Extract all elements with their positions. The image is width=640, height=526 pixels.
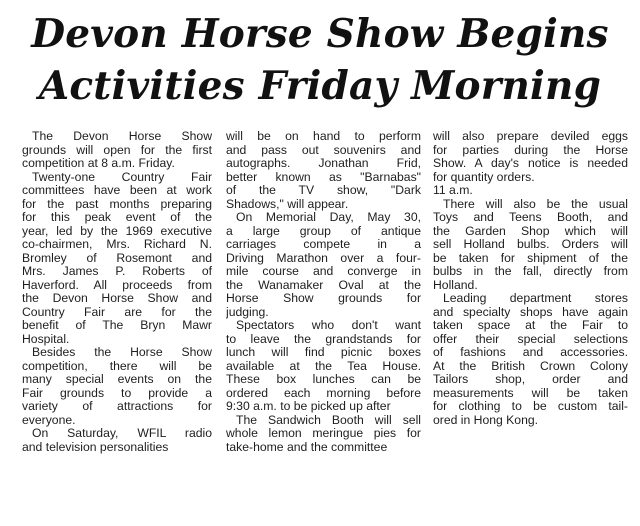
- article-line: of the TV show, "Dark: [226, 184, 421, 197]
- article-line: competition, there will be: [22, 359, 212, 373]
- article-line: a large group of antique: [226, 224, 421, 238]
- article-line: co-chairmen, Mrs. Richard N.: [22, 238, 212, 251]
- article-line: Spectators who don't want: [236, 319, 421, 332]
- article-line: On Saturday, WFIL radio: [32, 427, 212, 440]
- article-line: for clothing to be custom tail-: [433, 400, 628, 413]
- article-column-2: [226, 130, 421, 524]
- article-line: variety of attractions for: [22, 400, 212, 413]
- article-line: ored in Hong Kong.: [433, 413, 539, 427]
- article-line: for this peak event of the: [22, 211, 212, 224]
- article-line: Shadows," will appear.: [226, 197, 349, 211]
- article-line: and pass out souvenirs and: [226, 143, 421, 157]
- article-line: available at the Tea House.: [226, 359, 421, 373]
- article-line: Tailors shop, order and: [433, 373, 628, 386]
- article-line: The Devon Horse Show: [32, 130, 212, 143]
- article-line: Haverford. All proceeds from: [22, 278, 212, 292]
- article-line: Show. A day's notice is needed: [433, 157, 628, 170]
- article-line: Holland.: [433, 278, 478, 292]
- article-line: The Sandwich Booth will sell: [236, 413, 421, 427]
- article-line: Besides the Horse Show: [32, 346, 212, 359]
- article-line: for quantity orders.: [433, 170, 535, 184]
- article-line: and specialty shops have again: [433, 305, 628, 319]
- article-line: and television personalities: [22, 440, 169, 454]
- article-line: many special events on the: [22, 373, 212, 386]
- article-line: the Garden Shop which will: [433, 224, 628, 238]
- article-line: Driving Marathon over a four-: [226, 251, 421, 265]
- article-line: for the past months preparing: [22, 197, 212, 211]
- article-line: taken space at the Fair to: [433, 319, 628, 332]
- article-line: competition at 8 a.m. Friday.: [22, 157, 175, 170]
- article-line: will be on hand to perform: [226, 130, 421, 143]
- article-line: bulbs in the fall, directly from: [433, 265, 628, 278]
- article-line: autographs. Jonathan Frid,: [226, 157, 421, 170]
- article-body: [22, 130, 632, 524]
- article-line: Leading department stores: [443, 292, 628, 305]
- article-line: offer their special selections: [433, 332, 628, 346]
- article-line: whole lemon meringue pies for: [226, 427, 421, 440]
- article-line: Bromley of Rosemont and: [22, 251, 212, 265]
- article-column-3: [433, 130, 628, 524]
- article-line: ordered each morning before: [226, 386, 421, 400]
- article-line: lunch will find picnic boxes: [226, 346, 421, 359]
- article-line: the Devon Horse Show and: [22, 292, 212, 305]
- article-line: 9:30 a.m. to be picked up after: [226, 400, 391, 413]
- article-column-1: [22, 130, 212, 524]
- article-line: Toys and Teens Booth, and: [433, 211, 628, 224]
- article-line: take-home and the committee: [226, 440, 388, 454]
- headline: [0, 8, 640, 112]
- article-line: Twenty-one Country Fair: [32, 170, 212, 184]
- article-line: measurements will be taken: [433, 386, 628, 400]
- article-line: sell Holland bulbs. Orders will: [433, 238, 628, 251]
- article-line: benefit of The Bryn Mawr: [22, 319, 212, 332]
- article-line: to leave the grandstands for: [226, 332, 421, 346]
- headline-line-2: Activities Friday Morning: [38, 63, 602, 109]
- article-line: carriages compete in a: [226, 238, 421, 251]
- article-line: of fashions and accessories.: [433, 346, 628, 359]
- article-line: Fair grounds to provide a: [22, 386, 212, 400]
- article-line: mile course and converge in: [226, 265, 421, 278]
- article-line: grounds will open for the first: [22, 143, 212, 157]
- article-line: better known as "Barnabas": [226, 170, 421, 184]
- article-line: everyone.: [22, 413, 76, 427]
- article-line: year, led by the 1969 executive: [22, 224, 212, 238]
- article-line: Hospital.: [22, 332, 70, 346]
- article-line: There will also be the usual: [443, 197, 628, 211]
- article-line: be taken for shipment of the: [433, 251, 628, 265]
- article-line: Mrs. James P. Roberts of: [22, 265, 212, 278]
- headline-line-1: Devon Horse Show Begins: [31, 11, 609, 57]
- article-line: for parties during the Horse: [433, 143, 628, 157]
- article-line: judging.: [226, 305, 269, 319]
- article-line: Horse Show grounds for: [226, 292, 421, 305]
- article-line: the Wanamaker Oval at the: [226, 278, 421, 292]
- article-line: will also prepare deviled eggs: [433, 130, 628, 143]
- article-line: Country Fair are for the: [22, 305, 212, 319]
- article-line: At the British Crown Colony: [433, 359, 628, 373]
- article-line: On Memorial Day, May 30,: [236, 211, 421, 224]
- article-line: committees have been at work: [22, 184, 212, 197]
- article-line: 11 a.m.: [433, 184, 473, 197]
- article-line: These box lunches can be: [226, 373, 421, 386]
